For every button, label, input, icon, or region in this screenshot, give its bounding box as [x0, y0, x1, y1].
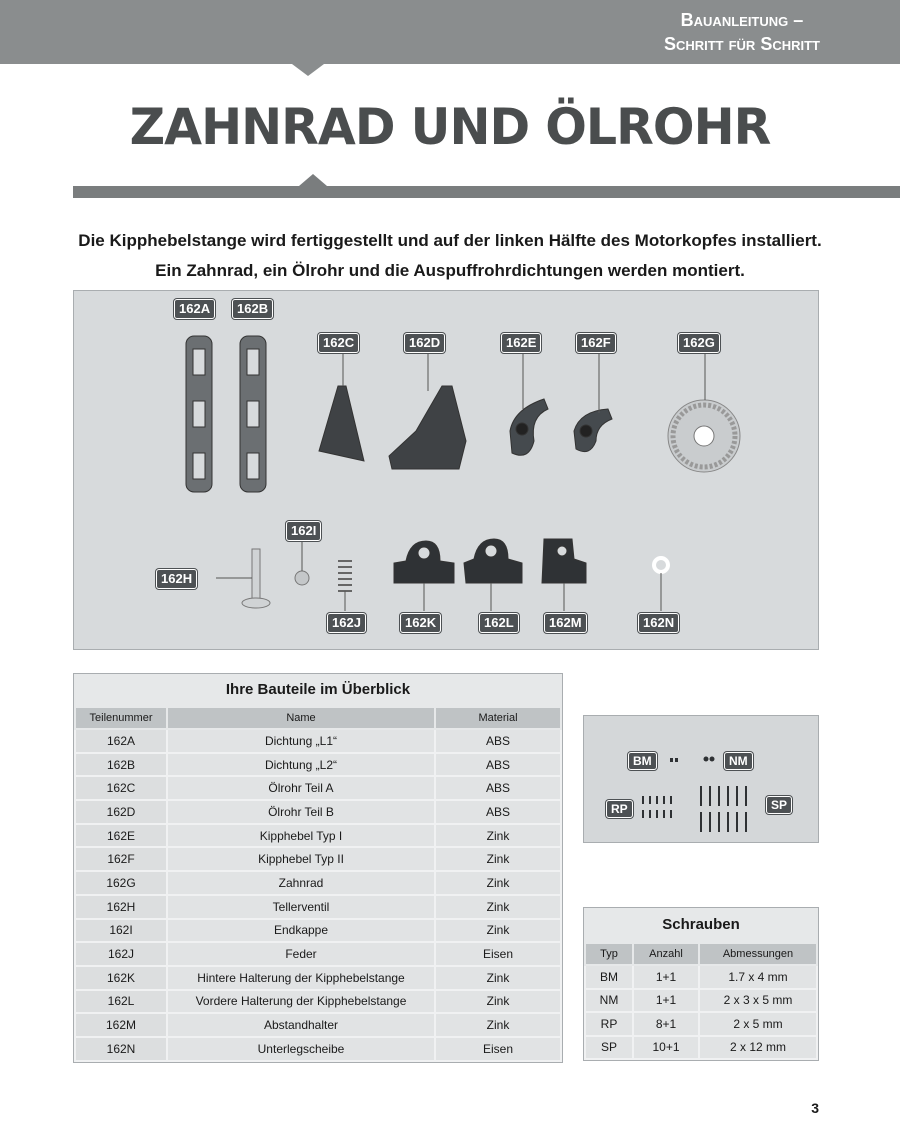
screw-glyph: [656, 796, 658, 804]
table-row: [75, 1037, 561, 1061]
label-162g: 162G: [678, 333, 720, 353]
screw-label-rp: RP: [606, 800, 633, 818]
screw-glyph: [745, 812, 747, 832]
table-cell: 162F: [75, 847, 167, 871]
table-row: [75, 847, 561, 871]
title-rule: [73, 186, 900, 198]
table-cell: 162C: [75, 776, 167, 800]
parts-table-body: [75, 729, 561, 1061]
screw-glyph: [736, 812, 738, 832]
table-cell: NM: [585, 989, 633, 1013]
table-row: [585, 1012, 817, 1036]
table-cell: ABS: [435, 776, 561, 800]
table-cell: 162N: [75, 1037, 167, 1061]
table-cell: 162E: [75, 824, 167, 848]
screw-glyph: [642, 810, 644, 818]
table-cell: 162I: [75, 919, 167, 943]
table-row: [585, 1036, 817, 1060]
label-162d: 162D: [404, 333, 445, 353]
table-cell: 1+1: [633, 965, 699, 989]
table-row: [75, 895, 561, 919]
screw-label-bm: BM: [628, 752, 657, 770]
screw-glyph: [670, 796, 672, 804]
table-cell: BM: [585, 965, 633, 989]
table-cell: ABS: [435, 753, 561, 777]
label-162i: 162I: [286, 521, 321, 541]
table-cell: Endkappe: [167, 919, 435, 943]
parts-photo: [73, 290, 819, 650]
label-162j: 162J: [327, 613, 366, 633]
table-row: [75, 1013, 561, 1037]
screw-glyph: [642, 796, 644, 804]
table-cell: 8+1: [633, 1012, 699, 1036]
label-162l: 162L: [479, 613, 519, 633]
table-cell: Zink: [435, 990, 561, 1014]
table-cell: Unterlegscheibe: [167, 1037, 435, 1061]
table-cell: 162D: [75, 800, 167, 824]
table-cell: 162G: [75, 871, 167, 895]
table-row: [75, 800, 561, 824]
table-cell: Ölrohr Teil A: [167, 776, 435, 800]
table-cell: Abstandhalter: [167, 1013, 435, 1037]
table-cell: 162K: [75, 966, 167, 990]
screw-glyph: [700, 786, 702, 806]
table-cell: SP: [585, 1036, 633, 1060]
table-row: [75, 919, 561, 943]
label-162h: 162H: [156, 569, 197, 589]
table-cell: Dichtung „L1“: [167, 729, 435, 753]
table-cell: Zink: [435, 919, 561, 943]
table-cell: Zink: [435, 871, 561, 895]
screw-glyph: [727, 786, 729, 806]
label-162c: 162C: [318, 333, 359, 353]
table-row: [75, 729, 561, 753]
screw-glyph: [663, 796, 665, 804]
table-cell: Kipphebel Typ I: [167, 824, 435, 848]
screw-glyph: [718, 812, 720, 832]
screw-glyph: [709, 786, 711, 806]
page-title: ZAHNRAD UND ÖLROHR: [129, 98, 771, 156]
col-header-count: Anzahl: [633, 943, 699, 965]
screw-glyph: [663, 810, 665, 818]
col-header-number: Teilenummer: [75, 707, 167, 729]
header-line-2: Schritt für Schritt: [663, 34, 820, 54]
gasket-162b: [240, 336, 266, 492]
table-cell: Zahnrad: [167, 871, 435, 895]
label-162m: 162M: [544, 613, 587, 633]
table-cell: Hintere Halterung der Kipphebelstange: [167, 966, 435, 990]
col-header-type: Typ: [585, 943, 633, 965]
screws-table-box: [583, 907, 819, 1061]
spring-162j: [338, 561, 352, 591]
screw-label-nm: NM: [724, 752, 753, 770]
header-bar: [0, 0, 900, 64]
table-cell: Feder: [167, 942, 435, 966]
table-cell: Vordere Halterung der Kipphebelstange: [167, 990, 435, 1014]
rp-screws: [642, 796, 672, 818]
label-162f: 162F: [576, 333, 616, 353]
label-162b: 162B: [232, 299, 273, 319]
screw-glyph: [718, 786, 720, 806]
table-row: [75, 990, 561, 1014]
label-162n: 162N: [638, 613, 679, 633]
header-notch: [292, 64, 324, 76]
screws-illustration: [584, 716, 820, 844]
screws-table-caption: Schrauben: [662, 916, 740, 933]
end-cap-162i: [295, 571, 309, 585]
oil-pipe-b: [389, 386, 466, 469]
sp-screws: [700, 786, 747, 832]
gasket-162a: [186, 336, 212, 492]
screws-table-body: [585, 965, 817, 1059]
table-row: [75, 966, 561, 990]
table-cell: ABS: [435, 800, 561, 824]
table-cell: 2 x 3 x 5 mm: [699, 989, 817, 1013]
table-cell: Zink: [435, 1013, 561, 1037]
intro-text: Die Kipphebelstange wird fertiggestellt und auf der linken Hälfte des Motorkopfes installiert. Ein Zahnrad, ein Ölrohr und die Auspuffrohrdichtungen werden montiert.: [78, 231, 822, 280]
screw-glyph: [736, 786, 738, 806]
table-cell: 162A: [75, 729, 167, 753]
table-cell: ABS: [435, 729, 561, 753]
screw-glyph: [700, 812, 702, 832]
screw-glyph: [649, 796, 651, 804]
screw-glyph: [656, 810, 658, 818]
table-cell: 1+1: [633, 989, 699, 1013]
label-162a: 162A: [174, 299, 215, 319]
screw-glyph: [745, 786, 747, 806]
table-cell: 1.7 x 4 mm: [699, 965, 817, 989]
table-cell: 10+1: [633, 1036, 699, 1060]
table-row: [75, 942, 561, 966]
table-row: [75, 776, 561, 800]
table-cell: Eisen: [435, 1037, 561, 1061]
page-number: 3: [811, 1100, 819, 1116]
table-cell: Eisen: [435, 942, 561, 966]
table-cell: 162B: [75, 753, 167, 777]
table-cell: Dichtung „L2“: [167, 753, 435, 777]
table-cell: Zink: [435, 847, 561, 871]
table-cell: 2 x 12 mm: [699, 1036, 817, 1060]
table-row: [75, 824, 561, 848]
parts-table-caption: Ihre Bauteile im Überblick: [74, 674, 562, 706]
section-header: [664, 8, 820, 56]
screw-label-sp: SP: [766, 796, 792, 814]
screws-table: [584, 942, 818, 1060]
screw-glyph: [709, 812, 711, 832]
table-cell: Kipphebel Typ II: [167, 847, 435, 871]
table-cell: 162H: [75, 895, 167, 919]
parts-overview-table: [73, 673, 563, 1063]
oil-pipe-a: [319, 386, 364, 461]
table-row: [585, 989, 817, 1013]
parts-table: [74, 706, 562, 1062]
table-cell: 2 x 5 mm: [699, 1012, 817, 1036]
screw-glyph: [649, 810, 651, 818]
screw-glyph: [727, 812, 729, 832]
table-cell: Zink: [435, 966, 561, 990]
rule-peak: [299, 174, 327, 186]
header-line-1: Bauanleitung –: [680, 10, 804, 30]
gear-162g: [668, 400, 740, 472]
col-header-name: Name: [167, 707, 435, 729]
col-header-material: Material: [435, 707, 561, 729]
screws-photo: [583, 715, 819, 843]
washer-162n: [654, 558, 668, 572]
spacer-162m: [542, 539, 586, 583]
label-162k: 162K: [400, 613, 441, 633]
table-cell: Zink: [435, 895, 561, 919]
table-row: [75, 753, 561, 777]
table-cell: 162M: [75, 1013, 167, 1037]
table-cell: 162L: [75, 990, 167, 1014]
rocker-e: [510, 399, 548, 455]
label-162e: 162E: [501, 333, 541, 353]
screw-glyph: [670, 810, 672, 818]
table-cell: Tellerventil: [167, 895, 435, 919]
table-cell: RP: [585, 1012, 633, 1036]
table-row: [75, 871, 561, 895]
col-header-dimensions: Abmessungen: [699, 943, 817, 965]
table-cell: Zink: [435, 824, 561, 848]
table-row: [585, 965, 817, 989]
table-cell: Ölrohr Teil B: [167, 800, 435, 824]
table-cell: 162J: [75, 942, 167, 966]
